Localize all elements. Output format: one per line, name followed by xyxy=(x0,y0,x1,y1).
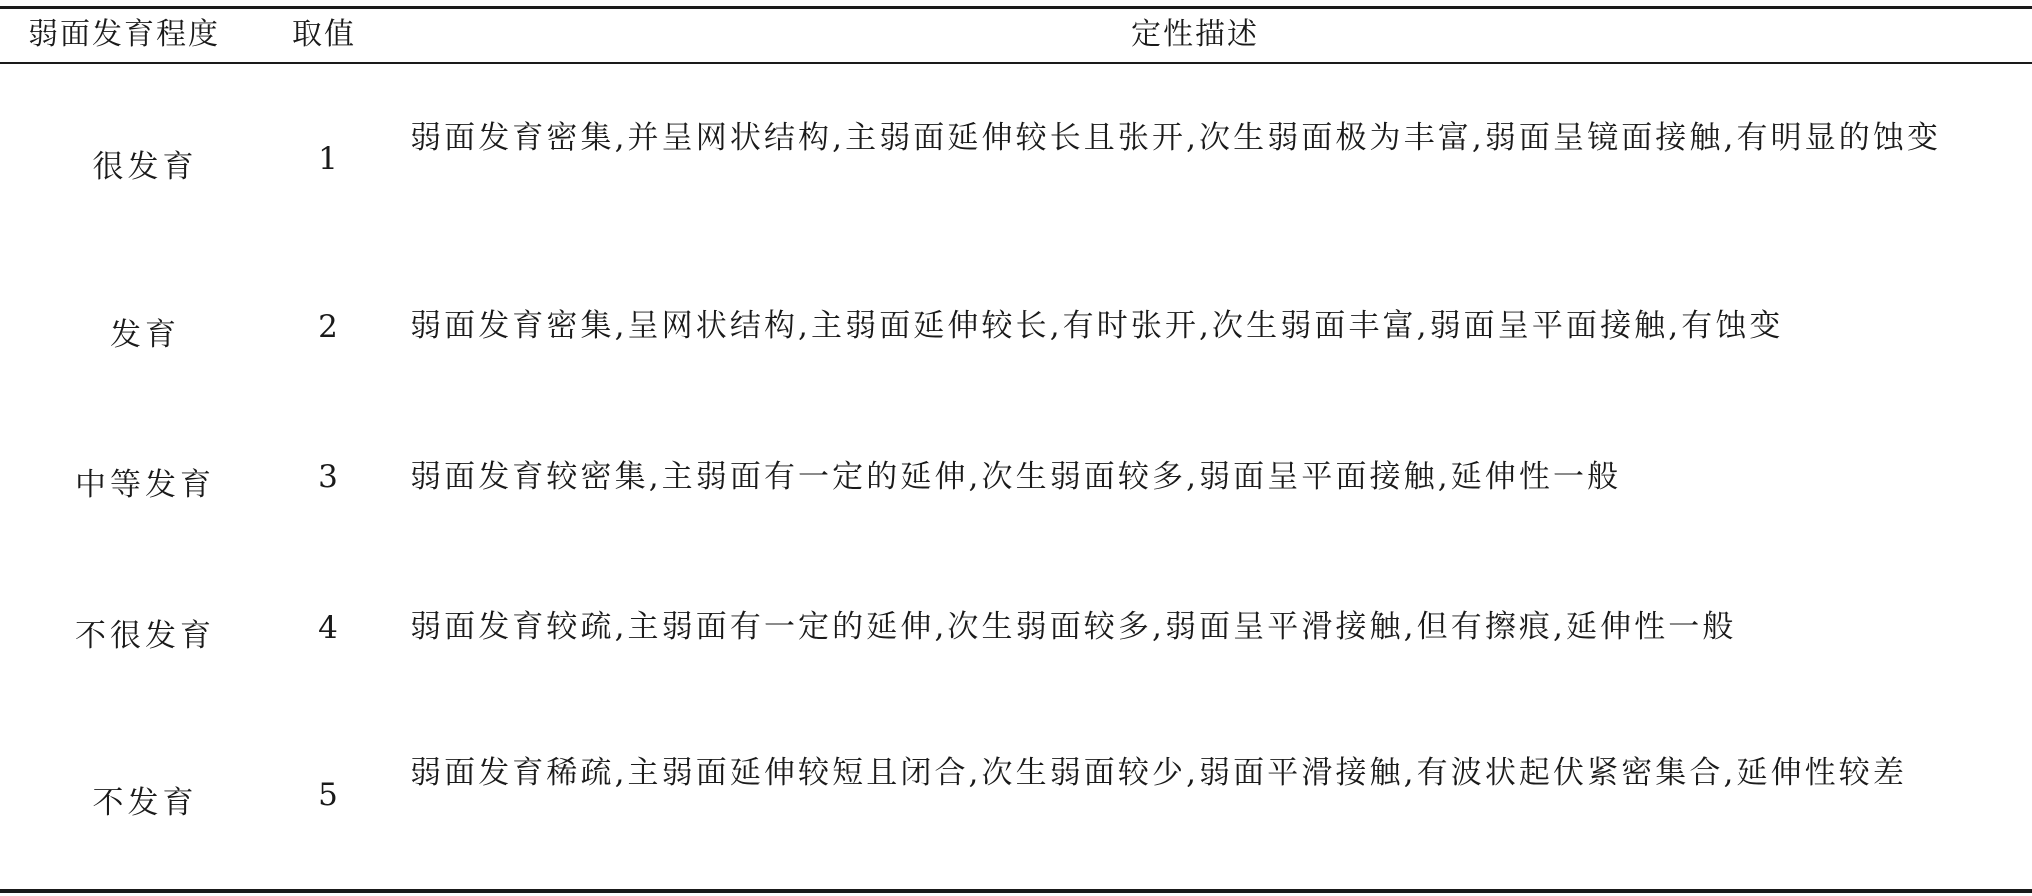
value-cell: 3 xyxy=(318,459,338,495)
value-cell: 5 xyxy=(318,777,338,813)
degree-cell: 发育 xyxy=(110,317,180,353)
header-value: 取值 xyxy=(292,17,356,52)
value-cell: 4 xyxy=(318,610,338,646)
table-top-rule xyxy=(0,6,2032,9)
table-bottom-rule xyxy=(0,889,2032,893)
table-header-rule xyxy=(0,62,2032,64)
value-cell: 2 xyxy=(318,309,338,345)
description-cell: 弱面发育较密集,主弱面有一定的延伸,次生弱面较多,弱面呈平面接触,延伸性一般 xyxy=(410,459,1622,495)
header-degree: 弱面发育程度 xyxy=(28,17,220,52)
value-cell: 1 xyxy=(318,141,338,177)
description-cell: 弱面发育密集,并呈网状结构,主弱面延伸较长且张开,次生弱面极为丰富,弱面呈镜面接触,有明显的蚀变 xyxy=(410,120,1942,156)
degree-cell: 不很发育 xyxy=(75,618,215,654)
description-cell: 弱面发育稀疏,主弱面延伸较短且闭合,次生弱面较少,弱面平滑接触,有波状起伏紧密集合,延伸性较差 xyxy=(410,755,1907,791)
degree-cell: 很发育 xyxy=(92,149,198,185)
description-cell: 弱面发育较疏,主弱面有一定的延伸,次生弱面较多,弱面呈平滑接触,但有擦痕,延伸性一般 xyxy=(410,609,1737,645)
header-description: 定性描述 xyxy=(1131,17,1259,52)
degree-cell: 不发育 xyxy=(92,785,198,821)
degree-cell: 中等发育 xyxy=(75,467,215,503)
description-cell: 弱面发育密集,呈网状结构,主弱面延伸较长,有时张开,次生弱面丰富,弱面呈平面接触,有蚀变 xyxy=(410,308,1784,344)
